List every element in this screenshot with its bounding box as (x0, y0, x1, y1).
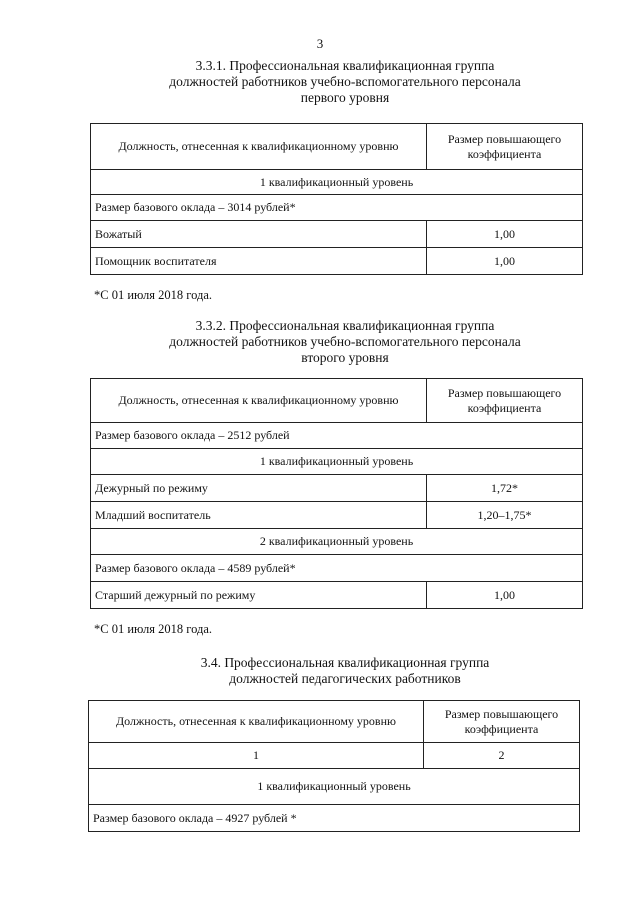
header-coefficient: Размер повышающего коэффициента (427, 379, 583, 423)
base-salary: Размер базового оклада – 4589 рублей* (91, 555, 583, 582)
column-number: 1 (89, 743, 424, 769)
heading-line: 3.3.1. Профессиональная квалификационная группа (195, 58, 495, 73)
table-row (91, 582, 583, 609)
header-position: Должность, отнесенная к квалификационному уровню (91, 379, 427, 423)
position-cell: Помощник воспитателя (91, 248, 427, 275)
coefficient-cell: 1,20–1,75* (427, 502, 583, 529)
header-position: Должность, отнесенная к квалификационному уровню (91, 124, 427, 170)
base-salary: Размер базового оклада – 2512 рублей (91, 423, 583, 449)
position-cell: Старший дежурный по режиму (91, 582, 427, 609)
table-row (91, 248, 583, 275)
position-cell: Дежурный по режиму (91, 475, 427, 502)
base-salary: Размер базового оклада – 3014 рублей* (91, 195, 583, 221)
table-row (91, 475, 583, 502)
header-coefficient: Размер повышающего коэффициента (424, 701, 580, 743)
footnote: *С 01 июля 2018 года. (94, 622, 213, 636)
heading-line: должностей педагогических работников (229, 671, 461, 686)
heading-line: 3.3.2. Профессиональная квалификационная группа (195, 318, 495, 333)
heading-line: должностей работников учебно-вспомогательного персонала (169, 334, 521, 349)
footnote: *С 01 июля 2018 года. (94, 288, 213, 302)
section-heading-3-3-2 (0, 318, 640, 366)
qualification-level: 1 квалификационный уровень (91, 170, 583, 195)
coefficient-cell: 1,00 (427, 248, 583, 275)
qualification-level: 2 квалификационный уровень (91, 529, 583, 555)
base-salary: Размер базового оклада – 4927 рублей * (89, 805, 580, 832)
coefficient-cell: 1,72* (427, 475, 583, 502)
table-3-4 (88, 700, 580, 832)
heading-line: второго уровня (301, 350, 389, 365)
coefficient-cell: 1,00 (427, 582, 583, 609)
column-number: 2 (424, 743, 580, 769)
page-number: 3 (316, 36, 324, 51)
section-heading-3-3-1 (0, 58, 640, 106)
heading-line: 3.4. Профессиональная квалификационная группа (200, 655, 490, 670)
heading-line: должностей работников учебно-вспомогательного персонала (169, 74, 521, 89)
section-heading-3-4 (0, 655, 640, 687)
table-3-3-1 (90, 123, 583, 275)
table-3-3-2 (90, 378, 583, 609)
coefficient-cell: 1,00 (427, 221, 583, 248)
heading-line: первого уровня (300, 90, 390, 105)
qualification-level: 1 квалификационный уровень (89, 769, 580, 805)
table-row (91, 502, 583, 529)
position-cell: Младший воспитатель (91, 502, 427, 529)
table-row (91, 221, 583, 248)
position-cell: Вожатый (91, 221, 427, 248)
header-position: Должность, отнесенная к квалификационному уровню (89, 701, 424, 743)
qualification-level: 1 квалификационный уровень (91, 449, 583, 475)
header-coefficient: Размер повышающего коэффициента (427, 124, 583, 170)
